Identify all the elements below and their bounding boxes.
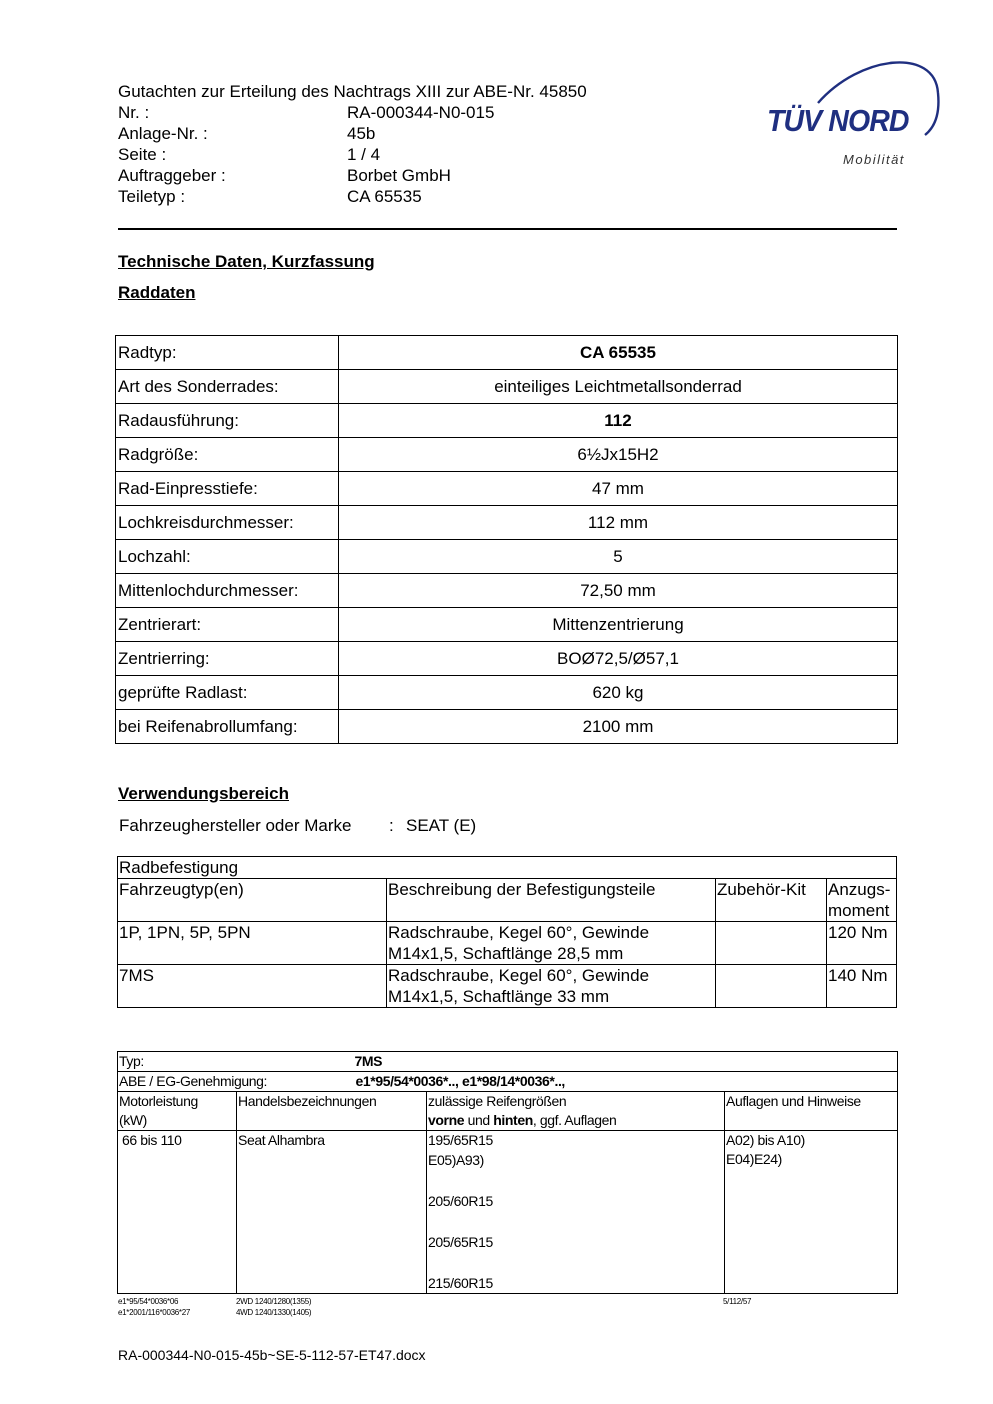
cell-torque: 120 Nm <box>827 922 897 965</box>
table-row <box>116 574 898 608</box>
description-line1: Radschraube, Kegel 60°, Gewinde <box>388 923 650 942</box>
row-value: CA 65535 <box>339 336 898 370</box>
row-value: BOØ72,5/Ø57,1 <box>339 642 898 676</box>
abe-value <box>355 1072 898 1092</box>
table-row <box>116 506 898 540</box>
abe-value-text: e1*95/54*0036*.., e1*98/14*0036*.., <box>355 1073 565 1089</box>
table-row <box>116 710 898 744</box>
header-tyres-line1: zulässige Reifengrößen <box>428 1093 567 1109</box>
header-notes: Auflagen und Hinweise <box>725 1092 898 1131</box>
tyre-size: 215/60R15 <box>428 1275 493 1291</box>
header-description: Beschreibung der Befestigungsteile <box>387 879 716 922</box>
header-value-seite: 1 / 4 <box>347 145 381 164</box>
table-row <box>116 370 898 404</box>
header-value-teiletyp: CA 65535 <box>347 187 422 206</box>
document-filename: RA-000344-N0-015-45b~SE-5-112-57-ET47.docx <box>118 1347 426 1363</box>
table-header-row <box>118 1092 898 1131</box>
table-row <box>116 608 898 642</box>
row-value: einteiliges Leichtmetallsonderrad <box>339 370 898 404</box>
tyre-size: 205/60R15 <box>428 1193 493 1209</box>
header-label-teiletyp: Teiletyp : <box>118 187 186 206</box>
row-label: Zentrierart: <box>116 608 339 642</box>
table-row <box>118 965 897 1008</box>
wheel-data-table <box>115 335 898 744</box>
header-value-nr: RA-000344-N0-015 <box>347 103 495 122</box>
footnote-weights-1: 2WD 1240/1280(1355) <box>236 1297 312 1306</box>
header-label-nr: Nr. : <box>118 103 150 122</box>
mounting-table <box>117 856 897 1008</box>
header-torque-line1: Anzugs- <box>828 880 891 899</box>
footnote-approval-2: e1*2001/116*0036*27 <box>118 1308 191 1317</box>
header-label-auftraggeber: Auftraggeber : <box>118 166 226 185</box>
usage-title: Verwendungsbereich <box>118 784 289 803</box>
row-label: Radgröße: <box>116 438 339 472</box>
row-value: 47 mm <box>339 472 898 506</box>
table-row <box>118 1052 898 1072</box>
logo-wordmark: TÜV NORD <box>767 103 909 138</box>
cell-kit <box>716 965 827 1008</box>
header-label-seite: Seite : <box>118 145 167 164</box>
tyre-size: 195/65R15 <box>428 1132 493 1148</box>
tyre-codes: E05)A93) <box>428 1152 484 1168</box>
cell-trade-name: Seat Alhambra <box>237 1131 427 1294</box>
cell-notes <box>725 1131 898 1294</box>
header-tyres-and: und <box>464 1112 494 1128</box>
manufacturer-label: Fahrzeughersteller oder Marke <box>119 816 352 835</box>
document-title: Gutachten zur Erteilung des Nachtrags XIII zur ABE-Nr. 45850 <box>118 82 587 101</box>
header-torque <box>827 879 897 922</box>
row-value: 112 <box>339 404 898 438</box>
header-tyres-line2 <box>428 1111 723 1130</box>
header-torque-line2: moment <box>828 901 890 920</box>
header-divider <box>118 228 897 230</box>
header-value-auftraggeber: Borbet GmbH <box>347 166 451 185</box>
manufacturer-separator: : <box>389 816 394 835</box>
typ-value <box>354 1052 898 1072</box>
cell-power: 66 bis 110 <box>118 1131 237 1294</box>
table-row <box>118 857 897 879</box>
row-value: 620 kg <box>339 676 898 710</box>
header-power-line2: (kW) <box>119 1112 147 1128</box>
header-trade-names: Handelsbezeichnungen <box>237 1092 427 1131</box>
row-label: Lochkreisdurchmesser: <box>116 506 339 540</box>
header-value-anlage: 45b <box>347 124 376 143</box>
row-label: Lochzahl: <box>116 540 339 574</box>
typ-value-text: 7MS <box>354 1053 383 1069</box>
tyre-size: 205/65R15 <box>428 1234 493 1250</box>
description-line1: Radschraube, Kegel 60°, Gewinde <box>388 966 650 985</box>
description-line2: M14x1,5, Schaftlänge 28,5 mm <box>388 944 624 963</box>
cell-vehicle-type: 1P, 1PN, 5P, 5PN <box>118 922 387 965</box>
description-line2: M14x1,5, Schaftlänge 33 mm <box>388 987 610 1006</box>
row-label: bei Reifenabrollumfang: <box>116 710 339 744</box>
row-label: Radausführung: <box>116 404 339 438</box>
footnote-approval-1: e1*95/54*0036*06 <box>118 1297 179 1306</box>
table-row <box>118 1072 898 1092</box>
vehicle-table <box>117 1051 898 1294</box>
table-row <box>116 336 898 370</box>
cell-torque: 140 Nm <box>827 965 897 1008</box>
notes-line1: A02) bis A10) <box>726 1132 805 1148</box>
header-tyres-rear: hinten <box>493 1112 533 1128</box>
table-row <box>116 404 898 438</box>
logo-subtitle: Mobilität <box>843 152 905 167</box>
table-row <box>116 676 898 710</box>
row-label: Radtyp: <box>116 336 339 370</box>
table-row <box>116 472 898 506</box>
header-accessory-kit: Zubehör-Kit <box>716 879 827 922</box>
section-subtitle: Raddaten <box>118 283 196 302</box>
row-label: Mittenlochdurchmesser: <box>116 574 339 608</box>
row-value: 5 <box>339 540 898 574</box>
row-label: Art des Sonderrades: <box>116 370 339 404</box>
section-title: Technische Daten, Kurzfassung <box>118 252 375 271</box>
typ-label: Typ: <box>118 1052 427 1072</box>
cell-vehicle-type: 7MS <box>118 965 387 1008</box>
row-value: 2100 mm <box>339 710 898 744</box>
header-power <box>118 1092 237 1131</box>
table-row <box>118 922 897 965</box>
mounting-title: Radbefestigung <box>118 857 897 879</box>
manufacturer-value: SEAT (E) <box>406 816 477 835</box>
footnote-weights-2: 4WD 1240/1330(1405) <box>236 1308 312 1317</box>
header-tyres-front: vorne <box>428 1112 465 1128</box>
header-vehicle-types: Fahrzeugtyp(en) <box>118 879 387 922</box>
table-row <box>116 540 898 574</box>
row-label: geprüfte Radlast: <box>116 676 339 710</box>
row-label: Rad-Einpresstiefe: <box>116 472 339 506</box>
cell-tyres <box>427 1131 725 1294</box>
row-value: Mittenzentrierung <box>339 608 898 642</box>
table-header-row <box>118 879 897 922</box>
cell-kit <box>716 922 827 965</box>
table-row <box>116 438 898 472</box>
header-power-line1: Motorleistung <box>119 1093 198 1109</box>
cell-description <box>387 965 716 1008</box>
cell-description <box>387 922 716 965</box>
footnote-code: 5/112/57 <box>723 1297 752 1306</box>
table-row <box>116 642 898 676</box>
row-value: 112 mm <box>339 506 898 540</box>
header-tyres-suffix: , ggf. Auflagen <box>532 1112 617 1128</box>
notes-line2: E04)E24) <box>726 1151 782 1167</box>
row-label: Zentrierring: <box>116 642 339 676</box>
header-tyre-sizes <box>427 1092 725 1131</box>
header-label-anlage: Anlage-Nr. : <box>118 124 208 143</box>
table-row <box>118 1131 898 1294</box>
abe-label: ABE / EG-Genehmigung: <box>118 1072 427 1092</box>
row-value: 72,50 mm <box>339 574 898 608</box>
row-value: 6½Jx15H2 <box>339 438 898 472</box>
